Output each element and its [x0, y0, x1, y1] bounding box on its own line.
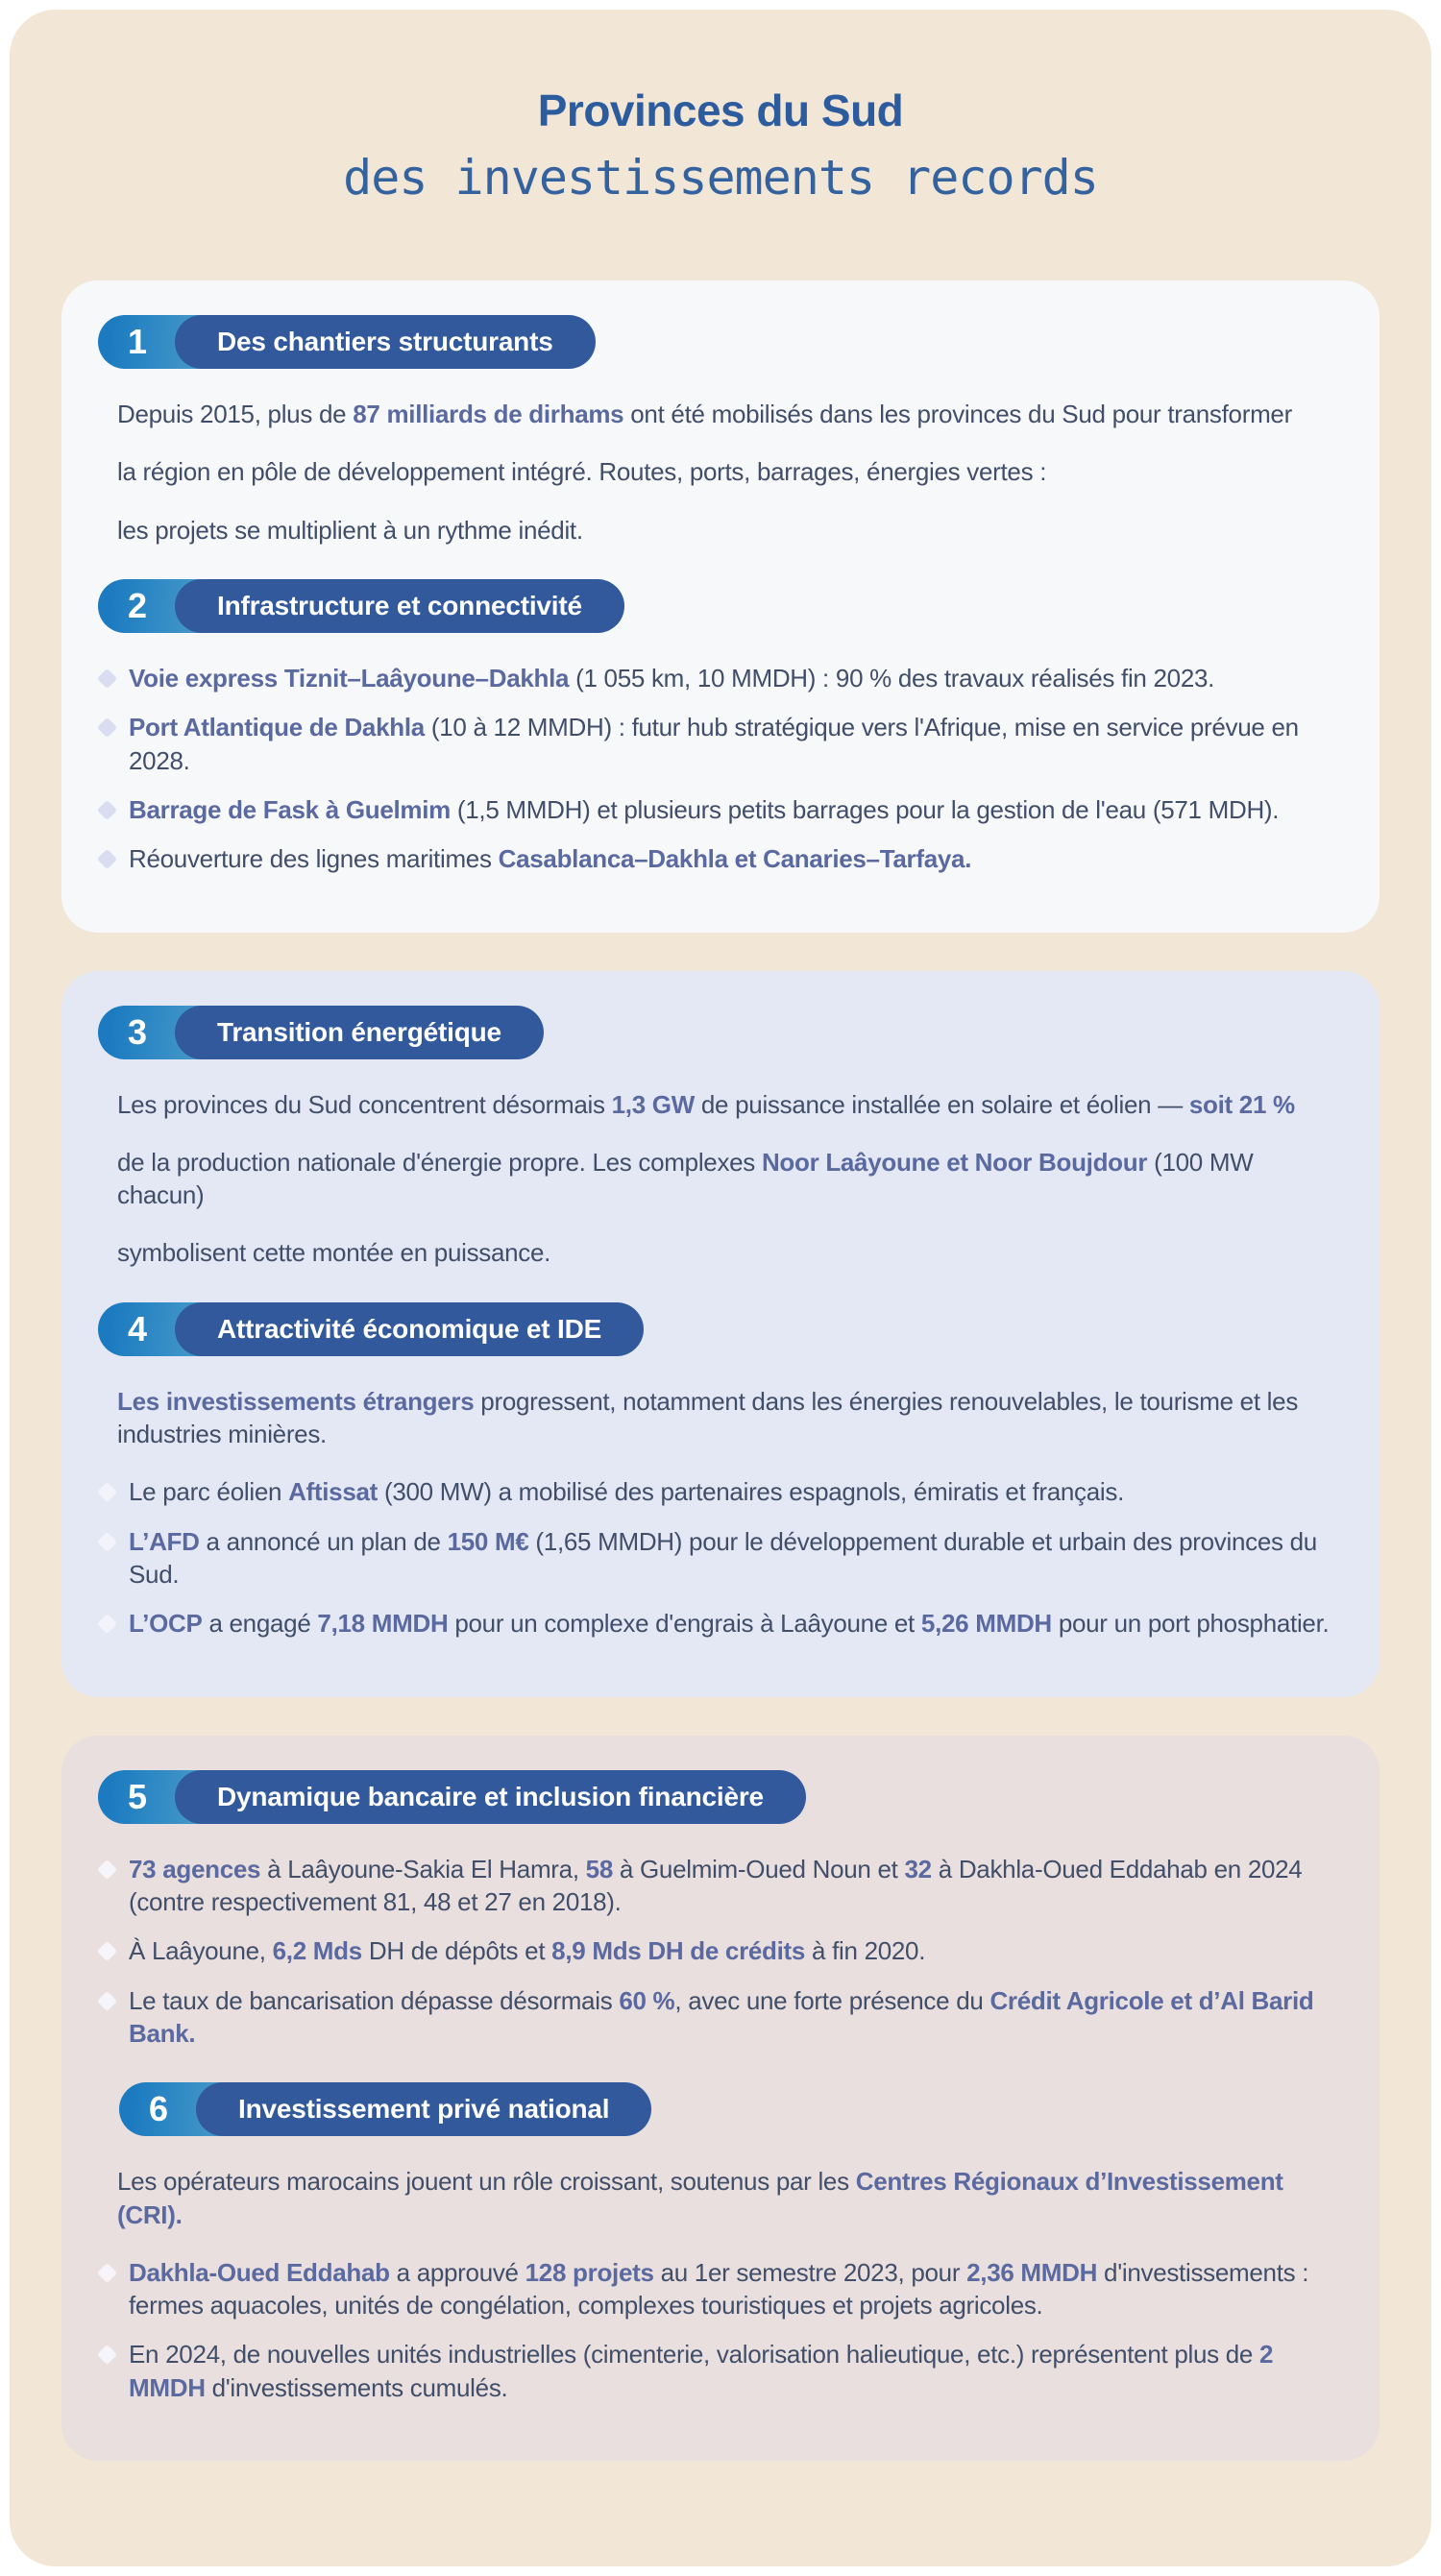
page-subtitle: des investissements records [343, 150, 1098, 206]
diamond-bullet-icon [97, 849, 117, 869]
section-chantiers-structurants [90, 315, 1341, 547]
section-transition-energetique [90, 1006, 1341, 1270]
bullet-item [100, 1475, 1341, 1508]
paragraph [117, 2165, 1341, 2231]
bullet-item [100, 842, 1341, 875]
item-text: les projets se multiplient à un rythme inédit. [117, 515, 583, 545]
section-header-pill [98, 315, 596, 369]
paragraph [117, 398, 1341, 430]
section-header-pill [98, 579, 624, 633]
diamond-bullet-icon [97, 800, 117, 820]
item-text: Le parc éolien Aftissat (300 MW) a mobilisé des partenaires espagnols, émiratis et français. [129, 1477, 1125, 1507]
diamond-bullet-icon [97, 1614, 117, 1634]
page-title: Provinces du Sud [537, 85, 904, 135]
card-chantiers-infrastructure [61, 280, 1380, 933]
diamond-bullet-icon [97, 1482, 117, 1502]
section-number: 3 [127, 1011, 148, 1052]
item-text: Les investissements étrangers progressent, notamment dans les énergies renouvelables, le tourisme et les industries minières. [117, 1386, 1299, 1449]
diamond-bullet-icon [97, 1859, 117, 1880]
diamond-bullet-icon [97, 2345, 117, 2365]
diamond-bullet-icon [97, 2263, 117, 2283]
infographic-canvas [10, 10, 1431, 2566]
item-text: L’OCP a engagé 7,18 MMDH pour un complexe d'engrais à Laâyoune et 5,26 MMDH pour un port phosphatier. [129, 1609, 1330, 1639]
section-header-pill [98, 1770, 806, 1824]
section-number: 4 [127, 1308, 148, 1349]
section-title: Des chantiers structurants [175, 315, 596, 369]
bullet-item [100, 1525, 1341, 1592]
paragraph [117, 455, 1341, 488]
diamond-bullet-icon [97, 1532, 117, 1552]
bullet-item [100, 1853, 1341, 1919]
item-text: Dakhla-Oued Eddahab a approuvé 128 projets au 1er semestre 2023, pour 2,36 MMDH d'investissements : fermes aquacoles, unités de congélation, complexes touristiques et projets agricoles. [129, 2257, 1309, 2321]
item-text: Voie express Tiznit–Laâyoune–Dakhla (1 055 km, 10 MMDH) : 90 % des travaux réalisés fin 2023. [129, 663, 1215, 693]
bullet-item [100, 2338, 1341, 2404]
section-title: Attractivité économique et IDE [175, 1302, 644, 1356]
item-text: Les provinces du Sud concentrent désormais 1,3 GW de puissance installée en solaire et éolien — soit 21 % [117, 1089, 1295, 1119]
section-number: 6 [148, 2089, 169, 2129]
item-text: la région en pôle de développement intégré. Routes, ports, barrages, énergies vertes : [117, 457, 1047, 487]
paragraph [117, 514, 1341, 547]
diamond-bullet-icon [97, 1990, 117, 2010]
section-dynamique-bancaire [90, 1770, 1341, 2051]
paragraph [117, 1385, 1341, 1451]
section-header-pill [119, 2082, 651, 2136]
item-text: Depuis 2015, plus de 87 milliards de dirhams ont été mobilisés dans les provinces du Sud pour transformer [117, 400, 1292, 428]
item-text: Le taux de bancarisation dépasse désormais 60 %, avec une forte présence du Crédit Agricole et d’Al Barid Bank. [129, 1985, 1314, 2048]
item-text: 73 agences à Laâyoune-Sakia El Hamra, 58 à Guelmim-Oued Noun et 32 à Dakhla-Oued Eddahab en 2024 (contre respectivement 81, 48 et 27 en 2018). [129, 1854, 1303, 1916]
item-text: Barrage de Fask à Guelmim (1,5 MMDH) et plusieurs petits barrages pour la gestion de l'eau (571 MDH). [129, 794, 1280, 824]
card-bancaire-investissement [61, 1736, 1380, 2461]
section-number: 2 [127, 585, 148, 625]
bullet-item [100, 793, 1341, 826]
item-text: Les opérateurs marocains jouent un rôle croissant, soutenus par les Centres Régionaux d’Investissement (CRI). [117, 2167, 1283, 2229]
bullet-item [100, 1934, 1341, 1967]
section-investissement-prive [90, 2082, 1341, 2404]
item-text: En 2024, de nouvelles unités industrielles (cimenterie, valorisation halieutique, etc.) représentent plus de 2 MMDH d'investissements cumulés. [129, 2340, 1274, 2402]
section-items [90, 1385, 1341, 1640]
section-title: Transition énergétique [175, 1006, 544, 1059]
section-attractivite-economique-ide [90, 1302, 1341, 1640]
item-text: À Laâyoune, 6,2 Mds DH de dépôts et 8,9 Mds DH de crédits à fin 2020. [129, 1936, 926, 1966]
bullet-item [100, 711, 1341, 777]
bullet-item [100, 2256, 1341, 2322]
section-items [90, 662, 1341, 876]
diamond-bullet-icon [97, 717, 117, 738]
section-number: 5 [127, 1776, 148, 1816]
bullet-item [100, 662, 1341, 694]
section-header-pill [98, 1006, 544, 1059]
section-infrastructure-connectivite [90, 579, 1341, 876]
section-items [90, 1088, 1341, 1270]
item-text: symbolisent cette montée en puissance. [117, 1238, 551, 1268]
paragraph [117, 1146, 1341, 1212]
section-items [90, 398, 1341, 547]
paragraph [117, 1236, 1341, 1269]
diamond-bullet-icon [97, 668, 117, 689]
section-title: Dynamique bancaire et inclusion financière [175, 1770, 806, 1824]
section-title: Investissement privé national [196, 2082, 651, 2136]
section-items [90, 1853, 1341, 2051]
diamond-bullet-icon [97, 1941, 117, 1961]
item-text: de la production nationale d'énergie propre. Les complexes Noor Laâyoune et Noor Boujdour (100 MW chacun) [117, 1147, 1254, 1210]
item-text: Port Atlantique de Dakhla (10 à 12 MMDH) : futur hub stratégique vers l'Afrique, mise en service prévue en 2028. [129, 713, 1299, 775]
section-header-pill [98, 1302, 644, 1356]
section-items [90, 2165, 1341, 2404]
card-energie-attractivite [61, 971, 1380, 1697]
section-number: 1 [127, 322, 148, 361]
title-block [10, 85, 1431, 206]
paragraph [117, 1088, 1341, 1121]
section-title: Infrastructure et connectivité [175, 579, 624, 633]
item-text: Réouverture des lignes maritimes Casablanca–Dakhla et Canaries–Tarfaya. [129, 844, 972, 874]
item-text: L’AFD a annoncé un plan de 150 M€ (1,65 MMDH) pour le développement durable et urbain des provinces du Sud. [129, 1526, 1317, 1589]
bullet-item [100, 1984, 1341, 2051]
bullet-item [100, 1607, 1341, 1640]
